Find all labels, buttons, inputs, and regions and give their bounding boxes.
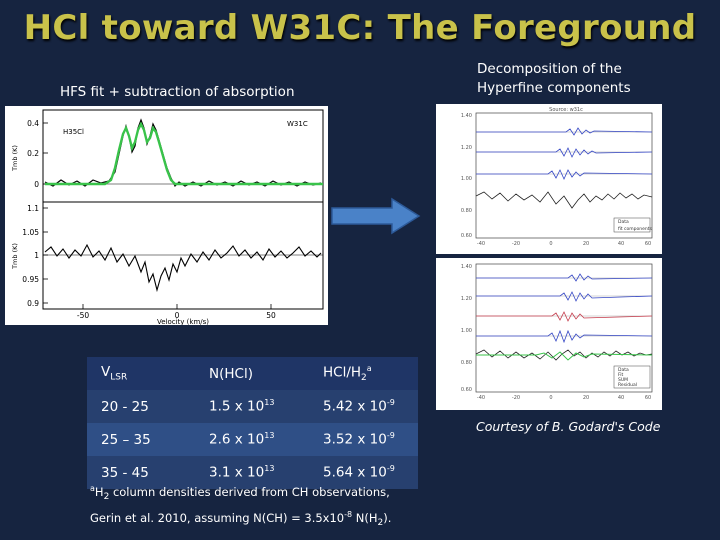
bottom-ytick-label: 1.1 [27,204,39,213]
footnote-marker: a [90,484,95,493]
xtick-label: 60 [644,241,652,247]
footnote-line2 [90,506,391,532]
species-label: H35Cl [63,128,85,136]
legend-item: Data [618,368,629,373]
footnote-superscript: -8 [344,510,353,520]
fit-trace-2 [476,292,652,301]
legend-item: fit components [618,227,652,232]
ytick-label: 0.60 [460,387,472,393]
ytick-label: 1.00 [460,176,472,182]
cell-ratio [309,423,418,456]
xtick-label: -40 [476,241,486,247]
cell-mantissa: 3.1 x 10 [209,464,265,481]
credit-note: Courtesy of B. Godard's Code [476,419,661,434]
cell-exponent: 13 [264,464,275,474]
bottom-ytick-label: 0.9 [27,299,39,308]
cell-mantissa: 2.6 x 10 [209,431,265,448]
table-row [87,390,418,423]
component-trace-3 [476,170,652,179]
source-label: W31C [287,120,308,128]
ytick-label: 0.80 [460,208,472,214]
bottom-ytick-label: 1.05 [22,228,39,237]
footnote-text: H [94,484,104,499]
xtick-label: 50 [266,311,276,320]
fit-trace-3 [476,312,652,321]
decomposition-label [477,60,631,98]
fit-trace-sum [476,331,652,342]
header-text: V [101,364,111,381]
footnote-text: N(H [352,510,378,525]
cell-n-hcl [197,423,309,456]
xtick-label: 0 [549,395,553,401]
footnote-text: column densities derived from CH observations, [109,484,390,499]
hfs-fit-plot [5,106,328,325]
cell-ratio [309,390,418,423]
xtick-label: 20 [582,241,590,247]
cell-mantissa: 3.52 x 10 [323,431,387,448]
xtick-label: -50 [76,311,90,320]
table-footnote [90,480,391,532]
footnote-subscript: 2 [377,518,384,529]
cell-vlsr: 20 - 25 [101,398,149,415]
top-ytick-label: 0.2 [27,149,39,158]
xtick-label: -20 [511,241,521,247]
cell-exponent: 13 [264,431,275,441]
ytick-label: 1.20 [460,145,472,151]
hfs-fit-label: HFS fit + subtraction of absorption [60,84,295,100]
cell-exponent: -9 [386,431,395,441]
footnote-line1 [90,480,391,506]
column-density-table [87,357,418,489]
top-spectrum-data [45,120,321,186]
decomposition-label-line1: Decomposition of the [477,61,622,77]
cell-mantissa: 1.5 x 10 [209,398,265,415]
component-trace-2 [476,148,652,157]
legend-item: SUM [618,378,629,383]
table-header-row [87,357,418,390]
fit-trace-1 [476,274,652,281]
component-trace-1 [476,128,652,135]
cell-mantissa: 5.42 x 10 [323,398,387,415]
xtick-label: 0 [174,311,180,320]
legend-item: Residual [618,383,638,388]
ytick-label: 0.80 [460,360,472,366]
header-ratio [309,357,418,390]
top-ytick-label: 0 [34,180,39,189]
cell-mantissa: 5.64 x 10 [323,464,387,481]
decomposition-plot-top [436,104,662,254]
cell-exponent: -9 [386,464,395,474]
plot-source-label: Source: w31c [549,107,583,113]
header-subscript: 2 [361,373,367,384]
top-y-axis-label: Tmb (K) [11,145,19,171]
header-text: HCl/H [323,364,362,381]
top-ytick-label: 0.4 [27,119,39,128]
xtick-label: 0 [549,241,553,247]
legend-item: Fit [618,373,624,378]
footnote-text: Gerin et al. 2010, assuming N(CH) = 3.5x10 [90,510,345,525]
cell-exponent: -9 [386,398,395,408]
cell-vlsr: 25 – 35 [101,431,151,448]
data-trace [476,192,652,208]
header-vlsr [87,357,197,390]
footnote-subscript: 2 [103,492,110,503]
xtick-label: -40 [476,395,486,401]
cell-vlsr: 35 - 45 [101,464,149,481]
decomposition-label-line2: Hyperfine components [477,80,631,96]
ytick-label: 1.20 [460,296,472,302]
table-row [87,423,418,456]
bottom-ytick-label: 1 [34,251,39,260]
legend-item: Data [618,220,629,225]
cell-n-hcl [197,390,309,423]
ytick-label: 0.60 [460,233,472,239]
ytick-label: 1.40 [460,113,472,119]
ytick-label: 1.40 [460,264,472,270]
header-n-hcl: N(HCl) [209,365,253,382]
bottom-spectrum-data [45,245,321,290]
header-subscript: LSR [110,372,128,383]
xtick-label: 40 [617,241,625,247]
x-axis-label: Velocity (km/s) [156,318,210,325]
decomposition-plot-bottom [436,258,662,410]
xtick-label: -20 [511,395,521,401]
ytick-label: 1.00 [460,328,472,334]
bottom-y-axis-label: Tmb (K) [11,243,19,269]
slide-title: HCl toward W31C: The Foreground [23,8,697,48]
cell-exponent: 13 [264,398,275,408]
footnote-text: ). [383,510,392,525]
xtick-label: 40 [617,395,625,401]
hfs-fit-line [45,124,323,184]
xtick-label: 60 [644,395,652,401]
bottom-ytick-label: 0.95 [22,275,39,284]
xtick-label: 20 [582,395,590,401]
arrow-right-icon [330,196,422,236]
header-superscript: a [366,363,372,373]
